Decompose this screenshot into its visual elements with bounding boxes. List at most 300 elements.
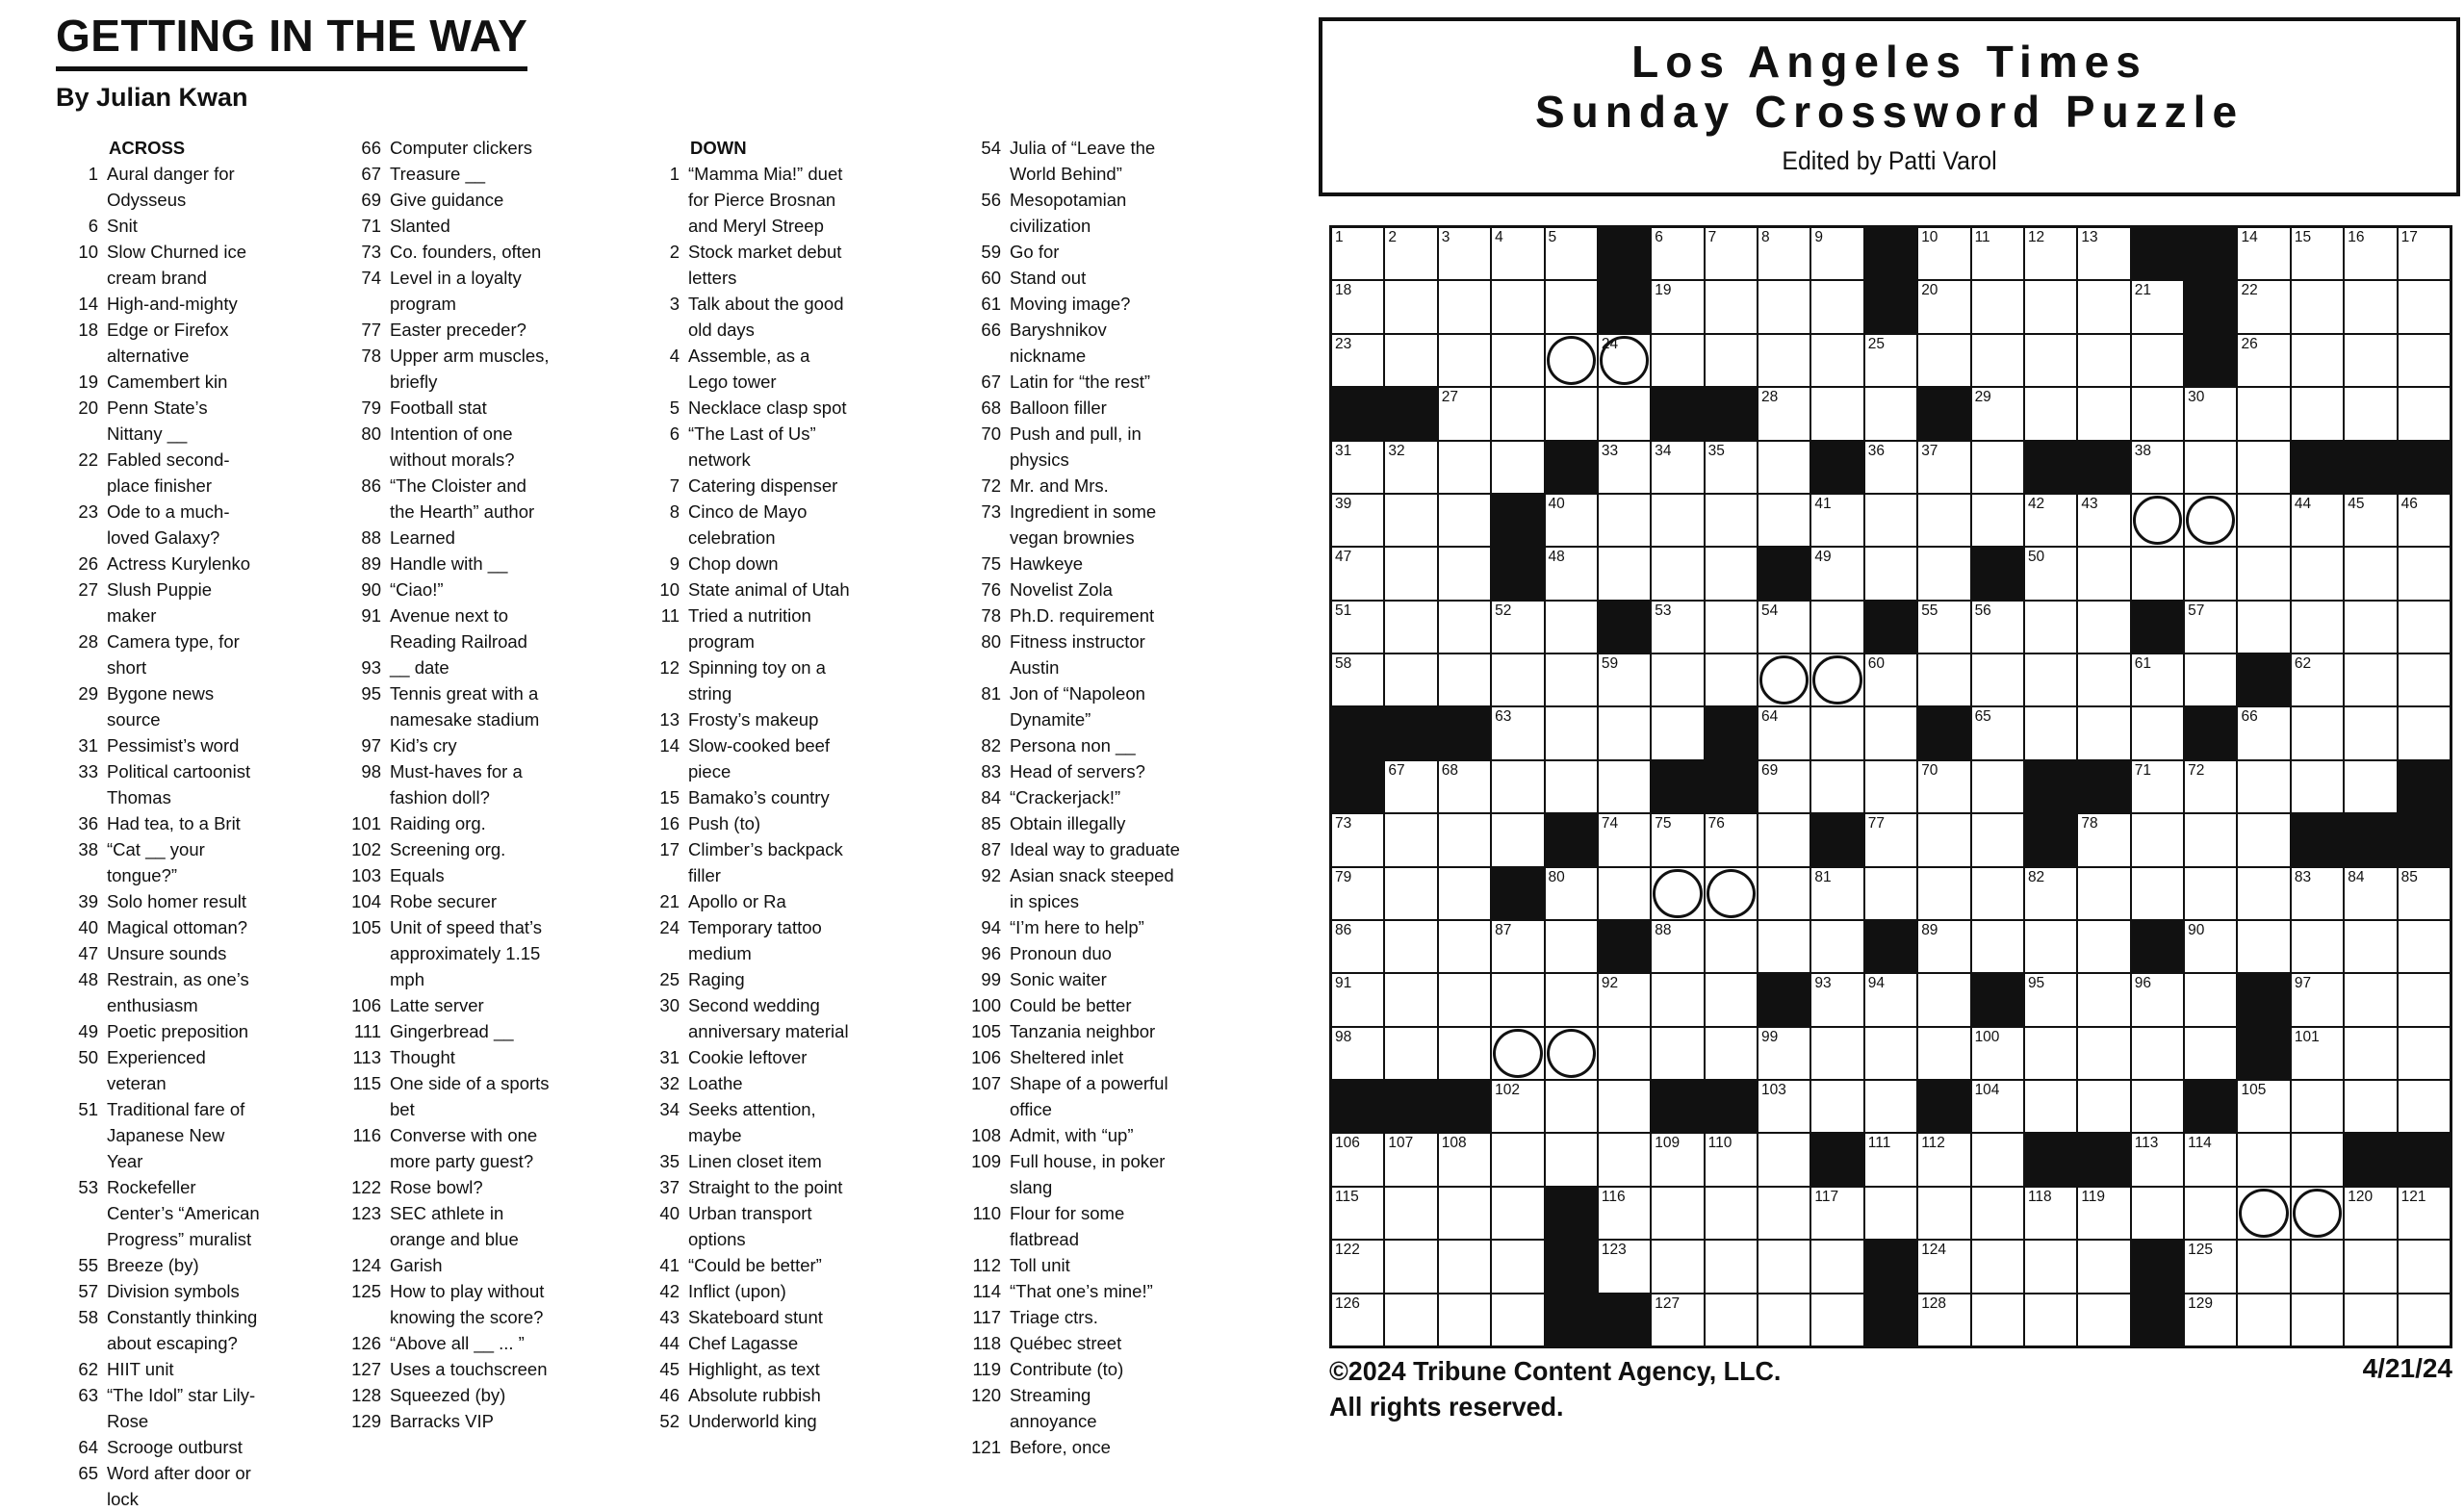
- grid-cell[interactable]: [1492, 1081, 1543, 1132]
- grid-cell[interactable]: [2185, 1294, 2236, 1345]
- grid-cell[interactable]: [1758, 1081, 1810, 1132]
- grid-cell[interactable]: [2078, 228, 2129, 279]
- grid-cell[interactable]: [1546, 761, 1597, 812]
- grid-cell[interactable]: [2399, 335, 2450, 386]
- grid-cell[interactable]: [2238, 281, 2289, 332]
- grid-cell[interactable]: [1492, 974, 1543, 1025]
- grid-cell[interactable]: [1811, 1188, 1862, 1239]
- grid-cell[interactable]: [1332, 868, 1383, 919]
- grid-cell[interactable]: [1865, 868, 1916, 919]
- grid-cell[interactable]: [2238, 761, 2289, 812]
- grid-cell[interactable]: [1599, 388, 1650, 439]
- grid-cell[interactable]: [1546, 228, 1597, 279]
- grid-cell[interactable]: [2292, 1188, 2343, 1239]
- grid-cell[interactable]: [1811, 548, 1862, 599]
- grid-cell[interactable]: [2078, 921, 2129, 972]
- grid-cell[interactable]: [2185, 921, 2236, 972]
- grid-cell[interactable]: [1706, 1188, 1757, 1239]
- grid-cell[interactable]: [2292, 868, 2343, 919]
- grid-cell[interactable]: [2238, 868, 2289, 919]
- grid-cell[interactable]: [1972, 868, 2023, 919]
- grid-cell[interactable]: [2025, 1081, 2076, 1132]
- grid-cell[interactable]: [1492, 281, 1543, 332]
- grid-cell[interactable]: [1758, 921, 1810, 972]
- grid-cell[interactable]: [2025, 654, 2076, 705]
- grid-cell[interactable]: [2185, 1241, 2236, 1292]
- grid-cell[interactable]: [1918, 1188, 1969, 1239]
- grid-cell[interactable]: [1599, 1188, 1650, 1239]
- grid-cell[interactable]: [1972, 335, 2023, 386]
- grid-cell[interactable]: [1492, 921, 1543, 972]
- grid-cell[interactable]: [2132, 495, 2183, 546]
- grid-cell[interactable]: [1652, 921, 1703, 972]
- grid-cell[interactable]: [2292, 335, 2343, 386]
- grid-cell[interactable]: [1546, 707, 1597, 758]
- grid-cell[interactable]: [2078, 1081, 2129, 1132]
- grid-cell[interactable]: [1652, 602, 1703, 653]
- grid-cell[interactable]: [1758, 761, 1810, 812]
- grid-cell[interactable]: [1492, 1188, 1543, 1239]
- grid-cell[interactable]: [2399, 921, 2450, 972]
- grid-cell[interactable]: [2238, 1188, 2289, 1239]
- grid-cell[interactable]: [1865, 1134, 1916, 1185]
- grid-cell[interactable]: [2238, 442, 2289, 493]
- grid-cell[interactable]: [2078, 281, 2129, 332]
- grid-cell[interactable]: [2238, 1241, 2289, 1292]
- grid-cell[interactable]: [1385, 654, 1436, 705]
- grid-cell[interactable]: [1918, 654, 1969, 705]
- grid-cell[interactable]: [1758, 1134, 1810, 1185]
- grid-cell[interactable]: [2025, 1188, 2076, 1239]
- grid-cell[interactable]: [1599, 548, 1650, 599]
- grid-cell[interactable]: [2292, 1028, 2343, 1079]
- grid-cell[interactable]: [1332, 602, 1383, 653]
- grid-cell[interactable]: [1439, 1241, 1490, 1292]
- grid-cell[interactable]: [2078, 654, 2129, 705]
- grid-cell[interactable]: [1811, 921, 1862, 972]
- grid-cell[interactable]: [2078, 868, 2129, 919]
- grid-cell[interactable]: [1439, 654, 1490, 705]
- grid-cell[interactable]: [1811, 335, 1862, 386]
- grid-cell[interactable]: [1652, 1241, 1703, 1292]
- grid-cell[interactable]: [1492, 442, 1543, 493]
- grid-cell[interactable]: [1918, 495, 1969, 546]
- grid-cell[interactable]: [2345, 921, 2396, 972]
- grid-cell[interactable]: [2399, 388, 2450, 439]
- grid-cell[interactable]: [2399, 707, 2450, 758]
- grid-cell[interactable]: [2132, 1134, 2183, 1185]
- grid-cell[interactable]: [1439, 388, 1490, 439]
- grid-cell[interactable]: [2238, 228, 2289, 279]
- grid-cell[interactable]: [1706, 1241, 1757, 1292]
- grid-cell[interactable]: [1385, 495, 1436, 546]
- grid-cell[interactable]: [1599, 1081, 1650, 1132]
- grid-cell[interactable]: [1439, 1188, 1490, 1239]
- grid-cell[interactable]: [1599, 1028, 1650, 1079]
- grid-cell[interactable]: [1385, 1294, 1436, 1345]
- grid-cell[interactable]: [1492, 602, 1543, 653]
- grid-cell[interactable]: [1492, 814, 1543, 865]
- grid-cell[interactable]: [1385, 335, 1436, 386]
- grid-cell[interactable]: [1758, 868, 1810, 919]
- grid-cell[interactable]: [1706, 495, 1757, 546]
- grid-cell[interactable]: [2025, 1294, 2076, 1345]
- grid-cell[interactable]: [1599, 974, 1650, 1025]
- grid-cell[interactable]: [1865, 548, 1916, 599]
- grid-cell[interactable]: [1332, 548, 1383, 599]
- grid-cell[interactable]: [2078, 1188, 2129, 1239]
- grid-cell[interactable]: [2399, 602, 2450, 653]
- grid-cell[interactable]: [2292, 1241, 2343, 1292]
- grid-cell[interactable]: [1439, 281, 1490, 332]
- grid-cell[interactable]: [1492, 654, 1543, 705]
- grid-cell[interactable]: [1546, 388, 1597, 439]
- grid-cell[interactable]: [1758, 1241, 1810, 1292]
- grid-cell[interactable]: [2345, 281, 2396, 332]
- grid-cell[interactable]: [2185, 974, 2236, 1025]
- grid-cell[interactable]: [2345, 868, 2396, 919]
- grid-cell[interactable]: [1546, 602, 1597, 653]
- grid-cell[interactable]: [2185, 1188, 2236, 1239]
- grid-cell[interactable]: [2025, 228, 2076, 279]
- grid-cell[interactable]: [2345, 1028, 2396, 1079]
- grid-cell[interactable]: [1439, 921, 1490, 972]
- grid-cell[interactable]: [1385, 548, 1436, 599]
- grid-cell[interactable]: [1332, 974, 1383, 1025]
- grid-cell[interactable]: [1332, 1134, 1383, 1185]
- grid-cell[interactable]: [1332, 281, 1383, 332]
- grid-cell[interactable]: [1865, 707, 1916, 758]
- grid-cell[interactable]: [1385, 868, 1436, 919]
- grid-cell[interactable]: [1811, 602, 1862, 653]
- grid-cell[interactable]: [2185, 495, 2236, 546]
- grid-cell[interactable]: [1758, 388, 1810, 439]
- grid-cell[interactable]: [2132, 281, 2183, 332]
- grid-cell[interactable]: [2292, 228, 2343, 279]
- grid-cell[interactable]: [1599, 495, 1650, 546]
- grid-cell[interactable]: [2078, 1294, 2129, 1345]
- grid-cell[interactable]: [2078, 335, 2129, 386]
- grid-cell[interactable]: [1599, 707, 1650, 758]
- grid-cell[interactable]: [1492, 335, 1543, 386]
- grid-cell[interactable]: [1758, 495, 1810, 546]
- grid-cell[interactable]: [2025, 388, 2076, 439]
- grid-cell[interactable]: [1811, 388, 1862, 439]
- grid-cell[interactable]: [1652, 654, 1703, 705]
- grid-cell[interactable]: [1385, 974, 1436, 1025]
- grid-cell[interactable]: [1385, 442, 1436, 493]
- grid-cell[interactable]: [2292, 495, 2343, 546]
- grid-cell[interactable]: [2185, 388, 2236, 439]
- grid-cell[interactable]: [1918, 1241, 1969, 1292]
- grid-cell[interactable]: [2185, 1028, 2236, 1079]
- grid-cell[interactable]: [1865, 1081, 1916, 1132]
- grid-cell[interactable]: [1865, 442, 1916, 493]
- grid-cell[interactable]: [1652, 974, 1703, 1025]
- grid-cell[interactable]: [2238, 707, 2289, 758]
- grid-cell[interactable]: [2078, 495, 2129, 546]
- grid-cell[interactable]: [1811, 707, 1862, 758]
- grid-cell[interactable]: [2345, 1294, 2396, 1345]
- grid-cell[interactable]: [1758, 1188, 1810, 1239]
- grid-cell[interactable]: [1439, 602, 1490, 653]
- grid-cell[interactable]: [2399, 495, 2450, 546]
- grid-cell[interactable]: [1706, 281, 1757, 332]
- grid-cell[interactable]: [1972, 761, 2023, 812]
- grid-cell[interactable]: [2292, 921, 2343, 972]
- grid-cell[interactable]: [1758, 281, 1810, 332]
- grid-cell[interactable]: [1706, 335, 1757, 386]
- grid-cell[interactable]: [1332, 335, 1383, 386]
- grid-cell[interactable]: [2238, 548, 2289, 599]
- grid-cell[interactable]: [2078, 388, 2129, 439]
- grid-cell[interactable]: [2185, 868, 2236, 919]
- grid-cell[interactable]: [1546, 1134, 1597, 1185]
- grid-cell[interactable]: [1706, 654, 1757, 705]
- grid-cell[interactable]: [1439, 1134, 1490, 1185]
- grid-cell[interactable]: [1758, 1294, 1810, 1345]
- grid-cell[interactable]: [1811, 1294, 1862, 1345]
- grid-cell[interactable]: [2132, 1081, 2183, 1132]
- grid-cell[interactable]: [1492, 388, 1543, 439]
- grid-cell[interactable]: [1758, 1028, 1810, 1079]
- grid-cell[interactable]: [1865, 335, 1916, 386]
- grid-cell[interactable]: [1972, 1188, 2023, 1239]
- grid-cell[interactable]: [1918, 442, 1969, 493]
- grid-cell[interactable]: [1546, 868, 1597, 919]
- grid-cell[interactable]: [1385, 602, 1436, 653]
- grid-cell[interactable]: [1865, 974, 1916, 1025]
- grid-cell[interactable]: [2132, 548, 2183, 599]
- grid-cell[interactable]: [2345, 1188, 2396, 1239]
- grid-cell[interactable]: [1492, 1294, 1543, 1345]
- grid-cell[interactable]: [2399, 1081, 2450, 1132]
- grid-cell[interactable]: [2345, 335, 2396, 386]
- grid-cell[interactable]: [1546, 281, 1597, 332]
- grid-cell[interactable]: [2399, 868, 2450, 919]
- grid-cell[interactable]: [1811, 495, 1862, 546]
- grid-cell[interactable]: [1599, 442, 1650, 493]
- grid-cell[interactable]: [2292, 1081, 2343, 1132]
- grid-cell[interactable]: [2132, 707, 2183, 758]
- grid-cell[interactable]: [2292, 974, 2343, 1025]
- grid-cell[interactable]: [1546, 974, 1597, 1025]
- grid-cell[interactable]: [1385, 1241, 1436, 1292]
- grid-cell[interactable]: [1706, 602, 1757, 653]
- grid-cell[interactable]: [1332, 921, 1383, 972]
- grid-cell[interactable]: [1332, 228, 1383, 279]
- grid-cell[interactable]: [2292, 602, 2343, 653]
- grid-cell[interactable]: [1652, 1188, 1703, 1239]
- grid-cell[interactable]: [2132, 335, 2183, 386]
- grid-cell[interactable]: [1546, 1028, 1597, 1079]
- grid-cell[interactable]: [2078, 707, 2129, 758]
- grid-cell[interactable]: [2078, 1028, 2129, 1079]
- grid-cell[interactable]: [1918, 602, 1969, 653]
- grid-cell[interactable]: [1492, 707, 1543, 758]
- grid-cell[interactable]: [1972, 1294, 2023, 1345]
- grid-cell[interactable]: [1706, 868, 1757, 919]
- grid-cell[interactable]: [1865, 388, 1916, 439]
- grid-cell[interactable]: [2185, 814, 2236, 865]
- grid-cell[interactable]: [1439, 761, 1490, 812]
- grid-cell[interactable]: [1972, 281, 2023, 332]
- grid-cell[interactable]: [1918, 281, 1969, 332]
- grid-cell[interactable]: [1706, 921, 1757, 972]
- grid-cell[interactable]: [2132, 1188, 2183, 1239]
- grid-cell[interactable]: [2292, 761, 2343, 812]
- grid-cell[interactable]: [2292, 1294, 2343, 1345]
- grid-cell[interactable]: [1706, 442, 1757, 493]
- grid-cell[interactable]: [2185, 442, 2236, 493]
- grid-cell[interactable]: [1918, 974, 1969, 1025]
- grid-cell[interactable]: [2185, 548, 2236, 599]
- grid-cell[interactable]: [2399, 228, 2450, 279]
- grid-cell[interactable]: [2132, 1028, 2183, 1079]
- grid-cell[interactable]: [2345, 974, 2396, 1025]
- grid-cell[interactable]: [1652, 814, 1703, 865]
- grid-cell[interactable]: [1865, 814, 1916, 865]
- grid-cell[interactable]: [1546, 335, 1597, 386]
- grid-cell[interactable]: [1918, 335, 1969, 386]
- grid-cell[interactable]: [1758, 707, 1810, 758]
- grid-cell[interactable]: [2345, 228, 2396, 279]
- grid-cell[interactable]: [1385, 228, 1436, 279]
- grid-cell[interactable]: [1706, 228, 1757, 279]
- grid-cell[interactable]: [1332, 654, 1383, 705]
- grid-cell[interactable]: [2345, 495, 2396, 546]
- grid-cell[interactable]: [2238, 1294, 2289, 1345]
- grid-cell[interactable]: [1332, 814, 1383, 865]
- grid-cell[interactable]: [1758, 814, 1810, 865]
- grid-cell[interactable]: [2292, 707, 2343, 758]
- grid-cell[interactable]: [1652, 1294, 1703, 1345]
- grid-cell[interactable]: [1811, 654, 1862, 705]
- grid-cell[interactable]: [2292, 548, 2343, 599]
- grid-cell[interactable]: [2025, 868, 2076, 919]
- grid-cell[interactable]: [2345, 654, 2396, 705]
- grid-cell[interactable]: [1599, 654, 1650, 705]
- grid-cell[interactable]: [1972, 442, 2023, 493]
- grid-cell[interactable]: [1706, 1028, 1757, 1079]
- grid-cell[interactable]: [2238, 495, 2289, 546]
- grid-cell[interactable]: [2025, 1028, 2076, 1079]
- grid-cell[interactable]: [1918, 228, 1969, 279]
- grid-cell[interactable]: [2025, 335, 2076, 386]
- grid-cell[interactable]: [1492, 761, 1543, 812]
- grid-cell[interactable]: [2399, 281, 2450, 332]
- grid-cell[interactable]: [1706, 1134, 1757, 1185]
- grid-cell[interactable]: [1385, 281, 1436, 332]
- grid-cell[interactable]: [1811, 228, 1862, 279]
- grid-cell[interactable]: [2025, 1241, 2076, 1292]
- grid-cell[interactable]: [1599, 1241, 1650, 1292]
- grid-cell[interactable]: [2185, 761, 2236, 812]
- grid-cell[interactable]: [1439, 228, 1490, 279]
- grid-cell[interactable]: [1972, 602, 2023, 653]
- grid-cell[interactable]: [2345, 548, 2396, 599]
- grid-cell[interactable]: [1439, 335, 1490, 386]
- grid-cell[interactable]: [2345, 761, 2396, 812]
- grid-cell[interactable]: [2399, 1241, 2450, 1292]
- grid-cell[interactable]: [2345, 388, 2396, 439]
- grid-cell[interactable]: [2025, 495, 2076, 546]
- grid-cell[interactable]: [1332, 442, 1383, 493]
- grid-cell[interactable]: [1652, 868, 1703, 919]
- grid-cell[interactable]: [2025, 707, 2076, 758]
- grid-cell[interactable]: [2238, 388, 2289, 439]
- grid-cell[interactable]: [1599, 1134, 1650, 1185]
- grid-cell[interactable]: [2238, 814, 2289, 865]
- grid-cell[interactable]: [2078, 1241, 2129, 1292]
- grid-cell[interactable]: [1972, 388, 2023, 439]
- grid-cell[interactable]: [1652, 1028, 1703, 1079]
- grid-cell[interactable]: [1599, 761, 1650, 812]
- grid-cell[interactable]: [1918, 1028, 1969, 1079]
- grid-cell[interactable]: [2132, 868, 2183, 919]
- grid-cell[interactable]: [2292, 654, 2343, 705]
- grid-cell[interactable]: [1546, 1081, 1597, 1132]
- grid-cell[interactable]: [1599, 868, 1650, 919]
- grid-cell[interactable]: [1918, 814, 1969, 865]
- grid-cell[interactable]: [1865, 761, 1916, 812]
- grid-cell[interactable]: [1492, 1241, 1543, 1292]
- grid-cell[interactable]: [2399, 654, 2450, 705]
- grid-cell[interactable]: [1758, 335, 1810, 386]
- grid-cell[interactable]: [2078, 974, 2129, 1025]
- grid-cell[interactable]: [1652, 495, 1703, 546]
- grid-cell[interactable]: [1706, 1294, 1757, 1345]
- grid-cell[interactable]: [1332, 1028, 1383, 1079]
- grid-cell[interactable]: [1972, 1081, 2023, 1132]
- grid-cell[interactable]: [2399, 1188, 2450, 1239]
- grid-cell[interactable]: [1385, 761, 1436, 812]
- grid-cell[interactable]: [1811, 868, 1862, 919]
- grid-cell[interactable]: [2185, 654, 2236, 705]
- grid-cell[interactable]: [1546, 548, 1597, 599]
- grid-cell[interactable]: [2292, 281, 2343, 332]
- grid-cell[interactable]: [1546, 654, 1597, 705]
- grid-cell[interactable]: [1385, 1134, 1436, 1185]
- grid-cell[interactable]: [1706, 974, 1757, 1025]
- grid-cell[interactable]: [1972, 495, 2023, 546]
- grid-cell[interactable]: [1652, 281, 1703, 332]
- grid-cell[interactable]: [1972, 228, 2023, 279]
- grid-cell[interactable]: [2345, 1081, 2396, 1132]
- grid-cell[interactable]: [1706, 814, 1757, 865]
- grid-cell[interactable]: [1332, 1294, 1383, 1345]
- grid-cell[interactable]: [1439, 495, 1490, 546]
- grid-cell[interactable]: [2292, 1134, 2343, 1185]
- grid-cell[interactable]: [1758, 442, 1810, 493]
- grid-cell[interactable]: [2185, 1134, 2236, 1185]
- grid-cell[interactable]: [2345, 707, 2396, 758]
- grid-cell[interactable]: [1492, 1028, 1543, 1079]
- grid-cell[interactable]: [2132, 974, 2183, 1025]
- grid-cell[interactable]: [2132, 761, 2183, 812]
- grid-cell[interactable]: [1811, 281, 1862, 332]
- grid-cell[interactable]: [1332, 1188, 1383, 1239]
- grid-cell[interactable]: [2078, 814, 2129, 865]
- grid-cell[interactable]: [2185, 602, 2236, 653]
- grid-cell[interactable]: [1865, 654, 1916, 705]
- grid-cell[interactable]: [1492, 228, 1543, 279]
- grid-cell[interactable]: [1492, 1134, 1543, 1185]
- grid-cell[interactable]: [2292, 388, 2343, 439]
- grid-cell[interactable]: [1546, 495, 1597, 546]
- grid-cell[interactable]: [2345, 1241, 2396, 1292]
- grid-cell[interactable]: [1385, 1028, 1436, 1079]
